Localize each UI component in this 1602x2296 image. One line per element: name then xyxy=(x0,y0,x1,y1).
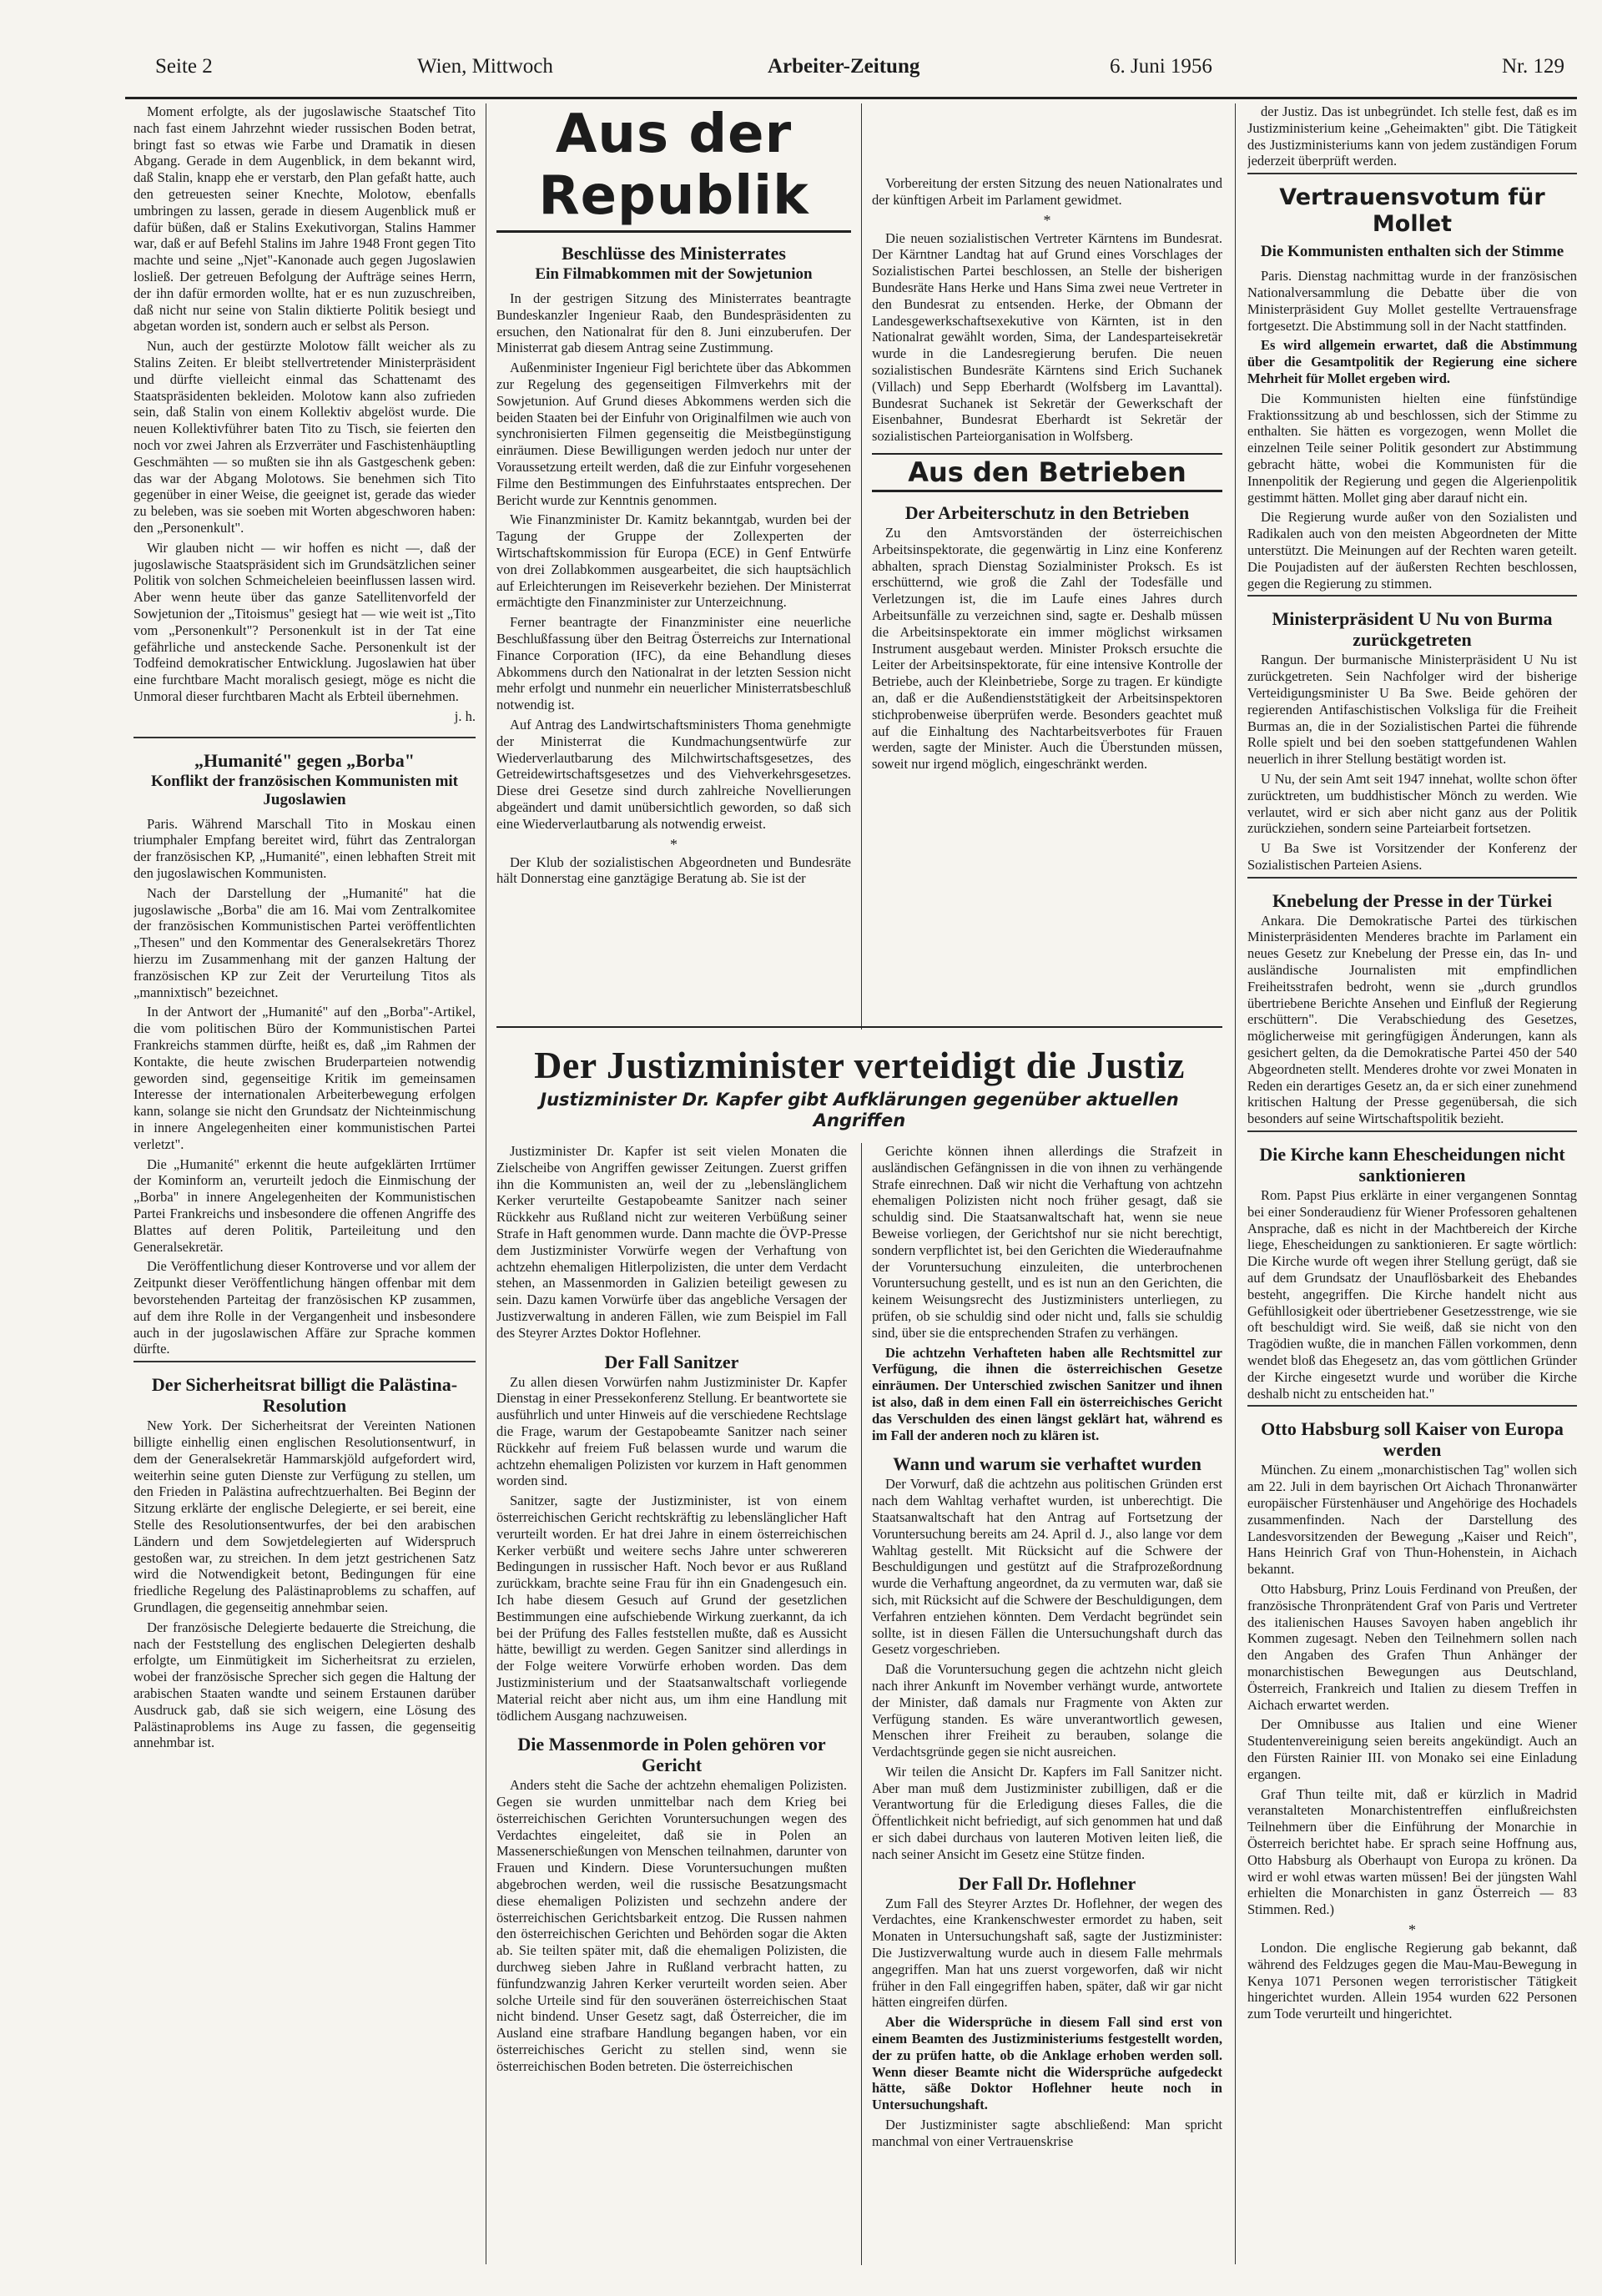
article-paragraph: Nach der Darstellung der „Humanité" hat die jugoslawische „Borba" die am 16. Mai vom Zentralkomitee der französischen Kommunistischen Partei veröffentlichten „Thesen" und den Kommentar des Generalsekretärs Thorez hierzu im Zusammenhang mit der ganzen Haltung der französischen KP zur Zeit der Verurteilung Titos als „mannixtisch" bezeichnet. xyxy=(134,884,476,1000)
u-nu-article xyxy=(1247,595,1577,873)
article-paragraph: Die neuen sozialistischen Vertreter Kärntens im Bundesrat. Der Kärntner Landtag hat auf Grund eines Vorschlages der Sozialistischen Partei beschlossen, an Stelle der bisherigen Bundesräte Hans Herke und Hans Sima zwei neue Vertreter in den Bundesrat zu entsenden. Herke, der Obmann der Landesgewerkschaftsexekutive von Kärnten, ist in den Nationalrat gewählt worden, Sima, der Landesparteisekretär wurde in die Landesregierung berufen. Die neuen sozialistischen Bundesräte Kärntens sind Erich Suchanek (Villach) und Sepp Eberhardt (Wolfsberg im Lavanttal). Bundesrat Suchanek ist Sekretär der Gewerkschaft der Eisenbahner, Bundesrat Eberhardt ist Sekretär der sozialistischen Parteiorganisation in Wolfsberg. xyxy=(872,229,1222,445)
paragraph-group xyxy=(872,1143,1222,1443)
article-paragraph: Justizminister Dr. Kapfer ist seit vielen Monaten die Zielscheibe von Angriffen gewisser Zeitungen. Zuerst griffen ihn die Kommunisten an, weil der zu „lebenslänglichem Kerker verurteilte Gestapobeamte Sanitzer nach seiner Rückkehr aus Rußland nicht zur weiteren Verbüßung seiner Strafe in Haft genommen wurde. Dann machte die ÖVP-Presse dem Justizminister Vorwürfe wegen der Verhaftung von achtzehn ehemaligen Hitlerpolizisten, die unter dem Verdacht stehen, an Massenmorden in Galizien beteiligt gewesen zu sein. Dazu kamen Vorwürfe über das angebliche Versagen der Justizverwaltung in anderen Fällen, wie zum Beispiel im Fall des Steyrer Arztes Doktor Hoflehner. xyxy=(496,1143,847,1341)
article-paragraph: Daß die Voruntersuchung gegen die achtzehn nicht gleich nach ihrer Ankunft im November verhängt wurde, antwortete der Minister, daß damals nur Fragmente von Akten zur Verfügung standen. Es wäre unverantwortlich gewesen, Menschen ihrer Freiheit zu berauben, solange die Verdachtsgründe gegen sie nicht ausreichen. xyxy=(872,1661,1222,1760)
article-paragraph: der Justiz. Das ist unbegründet. Ich stelle fest, daß es im Justizministerium keine „Geheimakten" gibt. Die Tätigkeit des Justizministeriums kann von jedem zuständigen Forum jederzeit überprüft werden. xyxy=(1247,103,1577,169)
paragraph-group xyxy=(134,1417,476,1751)
newspaper-page xyxy=(125,50,1577,2269)
article-paragraph: Ankara. Die Demokratische Partei des türkischen Ministerpräsidenten Menderes brachte im Parlament ein neues Gesetz zur Knebelung der Presse ein, das In- und ausländische Journalisten mit empfindlichen Freiheitsstrafen bedroht, wenn sie „durch grundlos übertriebene Berichte Ansehen und Einfluß der Regierung erschüttern". Die Verabschiedung des Gesetzes, möglicherweise mit geringfügigen Änderungen, kann als gesichert gelten, da die Demokratische Partei 450 der 540 Abgeordneten stellt. Menderes drohte vor zwei Monaten in Reden ein derartiges Gesetz an, da er sich einer zunehmend kritischen Haltung der Presse gegenübersah, die sich besonders auf seine Wirtschaftspolitik bezieht. xyxy=(1247,912,1577,1127)
column-rule xyxy=(1235,103,1236,2264)
paragraph-group xyxy=(1247,913,1577,1127)
issue-date: 6. Juni 1956 xyxy=(1110,55,1212,78)
article-headline: Vertrauensvotum für Mollet xyxy=(1279,184,1545,238)
article-paragraph: In der Antwort der „Humanité" auf den „Borba"-Artikel, die vom politischen Büro der Kommunistischen Partei Frankreichs stammen dürfte, heißt es, daß „im Rahmen der Kontakte, die heute zwischen Bruderparteien notwendig geworden sind, gegenseitige Kritik im gemeinsamen Interesse der internationalen Arbeiterbewegung erfolgen kann, solange sie nicht den Grundsatz der Nichteinmischung in innere Angelegenheiten einer kommunistischen Partei verletzt". xyxy=(134,1004,476,1152)
article-headline: Der Justizminister verteidigt die Justiz xyxy=(534,1044,1185,1086)
article-paragraph: In der gestrigen Sitzung des Ministerrates beantragte Bundeskanzler Ingenieur Raab, den Bundespräsidenten zu ersuchen, den Nationalrat für den 8. Juni einzuberufen. Der Ministerrat gab diesem Antrag seine Zustimmung. xyxy=(496,290,851,356)
habsburg-article xyxy=(1247,1405,1577,2022)
article-headline: Der Sicherheitsrat billigt die Palästina-Resolution xyxy=(151,1374,458,1417)
paragraph-group xyxy=(872,1896,1222,2150)
article-paragraph: Die Veröffentlichung dieser Kontroverse und vor allem der Zeitpunkt dieser Veröffentlichung hängen offenbar mit dem bevorstehenden Parteitag der französischen KP zusammen, auf dem ihre Rolle in der Vergangenheit und insbesondere auch in der jugoslawischen Affäre zur Sprache kommen dürfte. xyxy=(134,1258,476,1357)
justiz-column-left xyxy=(496,1143,847,2261)
paragraph-group xyxy=(134,103,476,705)
kirche-article xyxy=(1247,1130,1577,1402)
article-paragraph: Die „Humanité" erkennt die heute aufgeklärten Irrtümer der Kominform an, verurteilt jedoch die Einmischung der „Borba" in innere Angelegenheiten der Kommunistischen Partei Frankreichs und insbesondere die offenen Angriffe des Blattes auf deren Politik, Parteileitung und den Generalsekretär. xyxy=(134,1156,476,1255)
article-subheadline: Ein Filmabkommen mit der Sowjetunion xyxy=(535,265,813,283)
article-subheadline: Justizminister Dr. Kapfer gibt Aufklärungen gegenüber aktuellen Angriffen xyxy=(540,1090,1179,1130)
article-headline: Knebelung der Presse in der Türkei xyxy=(1272,889,1553,911)
article-paragraph: U Nu, der sein Amt seit 1947 innehat, wollte schon öfter zurücktreten, um buddhistischer Mönch zu werden. Wie verlautet, wird er sich aber nicht ganz aus der Politik zurückziehen, sondern seine Parteiarbeit fortsetzen. xyxy=(1247,770,1577,837)
page-header xyxy=(125,50,1577,99)
paragraph-group xyxy=(872,175,1222,209)
article-paragraph: Paris. Während Marschall Tito in Moskau einen triumphaler Empfang bereitet wird, führt das Zentralorgan der französischen KP, „Humanité", einen lebhaften Streit mit den jugoslawischen Kommunisten. xyxy=(134,815,476,882)
article-paragraph: Rom. Papst Pius erklärte in einer vergangenen Sonntag bei einer Sonderaudienz für Wiener Professoren gehaltenen Ansprache, daß es nicht in der Machtbereich der Kirche liege, Ehescheidungen zu sanktionieren. Er sagte wörtlich: Die Kirche wurde oft wegen ihrer Stellung gerügt, daß sie auf dem Grundsatz der Unauflösbarkeit des Ehebandes besteht, angegriffen. Die Kirche handelt nicht aus Gefühllosigkeit oder übertriebener Gesetzesstrenge, wie sie oft beschuldigt wird. Sie weiß, daß sie nicht von den Tragödien wußte, die in manchen Fällen vorkommen, denn wendet bloß das Ehegesetz an, das vom göttlichen Gründer der Kirche eingesetzt wurde und worüber die Kirche deshalb nicht zu entscheiden hat." xyxy=(1247,1187,1577,1402)
article-paragraph: Paris. Dienstag nachmittag wurde in der französischen Nationalversammlung die Debatte über die von Ministerpräsident Guy Mollet gestellte Vertrauensfrage fortgesetzt. Die Abstimmung soll in der Nacht stattfinden. xyxy=(1247,268,1577,334)
article-subheading: Der Fall Sanitzer xyxy=(604,1351,739,1372)
article-headline: Ministerpräsident U Nu von Burma zurückgetreten xyxy=(1272,608,1553,651)
column-4 xyxy=(1247,103,1577,2264)
column-2 xyxy=(496,103,851,1021)
article-paragraph: Der französische Delegierte bedauerte die Streichung, die nach der Feststellung des englischen Delegierten deshalb erfolgte, um Einmütigkeit im Sicherheitsrat zu erzielen, wobei der französische Sprecher sich gegen die Haltung der arabischen Staaten wandte und seinem Erstaunen darüber Ausdruck gab, daß sie sich weigern, eine Lösung des Palästinaproblems ins Auge zu fassen, die gegenseitig annehmbar ist. xyxy=(134,1619,476,1751)
article-headline: Der Arbeiterschutz in den Betrieben xyxy=(904,501,1190,523)
article-paragraph: Wie Finanzminister Dr. Kamitz bekanntgab, wurden bei der Tagung der Gruppe der Zollexperten der Wirtschaftskommission für Europa (ECE) in Genf Entwürfe von drei Zollabkommen ausgearbeitet, die sich hauptsächlich auf Erleichterungen im Reiseverkehr beziehen. Der Ministerrat ermächtigte den Finanzminister zur Unterzeichnung. xyxy=(496,511,851,611)
article-subheading: Die Massenmorde in Polen gehören vor Gericht xyxy=(517,1734,826,1776)
article-paragraph: Rangun. Der burmanische Ministerpräsident U Nu ist zurückgetreten. Sein Nachfolger wird der bisherige Verteidigungsminister U Ba Swe. Beide gehören der regierenden Antifaschistischen Volksliga für die Freiheit Burmas an, die in der Sozialistischen Partei die führende Rolle spielt und bei den soeben stattgefundenen Wahlen neuerlich in ihrer Stellung bestätigt worden ist. xyxy=(1247,652,1577,768)
paragraph-group xyxy=(496,1374,847,1725)
section-banner: Aus der Republik xyxy=(496,103,851,233)
justiz-column-right xyxy=(872,1143,1222,2261)
paragraph-group xyxy=(1247,652,1577,873)
article-subheading: Der Fall Dr. Hoflehner xyxy=(958,1872,1136,1894)
paragraph-group xyxy=(872,1476,1222,1862)
justiz-article xyxy=(496,1035,1222,2265)
article-paragraph: Gerichte können ihnen allerdings die Strafzeit in ausländischen Gefängnissen in die von ihnen zu verhängende Strafe einrechnen. Daß wir nicht die Verhaftung von achtzehn ehemaligen Polizisten nicht noch früher gesagt, daß sie schuldig sind. Die Staatsanwaltschaft hat, wenn sie neue Beweise vorliegen, der Gerichtshof nur sie nicht berechtigt, sondern verpflichtet ist, bei den Gerichten die Wiederaufnahme der Voruntersuchung einzuleiten, die unterbrochenen Voruntersuchung gestellt, und es ist nun an den Gerichten, die keinem Weisungsrecht des Justizministers unterliegen, zu prüfen, ob sie schuldig sind oder nicht und, falls sie schuldig sind, über sie die entsprechenden Strafen zu verhängen. xyxy=(872,1143,1222,1341)
mollet-article xyxy=(1247,173,1577,592)
separator-asterisk: * xyxy=(670,835,678,853)
section-banner: Aus den Betrieben xyxy=(872,453,1222,492)
place-weekday: Wien, Mittwoch xyxy=(417,55,553,78)
article-paragraph: Vorbereitung der ersten Sitzung des neuen Nationalrates und der künftigen Arbeit im Parlament gewidmet. xyxy=(872,175,1222,208)
article-paragraph: Wir glauben nicht — wir hoffen es nicht —, daß der jugoslawische Staatspräsident sich im Grundsätzlichen seiner Politik von solchen Schmeicheleien beeinflussen lassen wird. Aber wenn heute über das ganze Satellitenvorfeld der Sowjetunion der „Titoismus" gesiegt hat — wie weit ist „Tito vom „Personenkult"? Personenkult ist in der Tat eine gefährliche und ansteckende Sache. Personenkult ist der Todfeind demokratischer Entwicklung. Jugoslawien hat über eine furchtbare Macht moralisch gesiegt, möge es nicht die Unmoral dieser furchtbaren Macht als Erbteil übernehmen. xyxy=(134,539,476,704)
article-paragraph: Die Regierung wurde außer von den Sozialisten und Radikalen auch von den meisten Abgeordneten der Mitte unterstützt. Die Meinungen auf der Rechten waren geteilt. Die Poujadisten auf der äußersten Rechten beschlossen, gegen die Regierung zu stimmen. xyxy=(1247,509,1577,592)
article-paragraph: Die Kommunisten hielten eine fünfstündige Fraktionssitzung ab und beschlossen, sich der Stimme zu enthalten. Sie hätten es vorgezogen, wenn Mollet die einzelnen Teile seiner Politik gesondert zur Abstimmung gebracht hätte, wobei die Kommunisten für die Innenpolitik der Regierung und gegen die Algerienpolitik gestimmt hätten. Mollet ging aber darauf nicht ein. xyxy=(1247,390,1577,506)
paragraph-group xyxy=(1247,103,1577,169)
paragraph-group xyxy=(1247,1462,1577,2022)
molotow-article xyxy=(134,103,476,725)
humanite-article xyxy=(134,737,476,1358)
paragraph-group xyxy=(496,1143,847,1342)
article-paragraph: Ferner beantragte der Finanzminister eine neuerliche Beschlußfassung über den Beitrag Österreichs zur International Finance Corporation (IFC), da eine Behandlung dieses Abkommens durch den Nationalrat in der letzten Session nicht mehr erfolgt und nunmehr ein neuerlicher Ministerratsbeschluß notwendig ist. xyxy=(496,614,851,713)
article-paragraph: Außenminister Ingenieur Figl berichtete über das Abkommen zur Regelung des gegenseitigen Filmverkehrs mit der Sowjetunion. Auf Grund dieses Abkommens werden sich die beiden Staaten bei der Einfuhr von Originalfilmen wie auch von synchronisierten Filmen gegenseitig die Meistbegünstigung einräumen. Diese Bewilligungen werden jedoch nur unter der Voraussetzung erteilt werden, daß die zur Einfuhr vorgesehenen Filme den Bestimmungen des Einfuhrstaates entsprechen. Der Bericht wurde zur Kenntnis genommen. xyxy=(496,360,851,508)
newspaper-name: Arbeiter-Zeitung xyxy=(768,55,920,78)
article-paragraph: Auf Antrag des Landwirtschaftsministers Thoma genehmigte der Ministerrat die Kundmachungsentwürfe zur Wiederverlautbarung des Milchwirtschaftsgesetzes, des Getreidewirtschaftsgesetzes und des Viehverkehrsgesetzes. Diese drei Gesetze sind durch zahlreiche Novellierungen abgeändert und damit unübersichtlich geworden, so daß sich eine Wiederverlautbarung als notwendig erweist. xyxy=(496,716,851,832)
column-rule xyxy=(861,1143,862,2265)
paragraph-group xyxy=(872,230,1222,445)
article-paragraph: Sanitzer, sagte der Justizminister, ist von einem österreichischen Gericht rechtskräftig zu lebenslänglicher Haft verurteilt worden. Er hat drei Jahre in einem österreichischen Kerker verbüßt und weitere sechs Jahre unter schwereren Bedingungen in russischer Haft. Noch bevor er aus Rußland zurückkam, brachte seine Frau für ihn ein Gnadengesuch ein. Ich habe diesem Gesuch auf Grund der gesetzlichen Bestimmungen eine aufschiebende Wirkung zuerkannt, da ich bei der Prüfung des Falles feststellen mußte, daß es Aussicht hätte, bewilligt zu werden. Gegen Sanitzer sind allerdings in der Folge weitere Vorwürfe erhoben worden. Das dem Justizministerium und der Staatsanwaltschaft vorliegende Material reicht aber nicht aus, um ihm eine Handlung mit tödlichem Ausgang nachzuweisen. xyxy=(496,1493,847,1724)
article-paragraph: Zu den Amtsvorständen der österreichischen Arbeitsinspektorate, die gegenwärtig in Linz eine Konferenz abhalten, sprach Dienstag Sozialminister Proksch. Es ist erschütternd, wie groß die Zahl der Todesfälle und Verletzungen ist, die im Laufe eines Jahres durch Arbeitsunfälle zu verzeichnen sind, sagte er. Deshalb müssen die Arbeitsinspektorate ein immer möglichst wirksamen Instrument ausgebaut werden. Minister Proksch ersuchte die Leiter der Arbeitsinspektorate, für eine intensive Kontrolle der Betriebe, auch der Kleinbetriebe, Sorge zu tragen. Er kündigte an, daß er die Außendienststätigkeit der Arbeitsinspektoren stichprobenweise überprüfen werde. Besonders geachtet muß auf die Einhaltung des Nachtarbeitsverbotes für Frauen werden, sagte der Minister. Auch die Überstunden müssen, soweit nur irgend möglich, eingeschränkt werden. xyxy=(872,524,1222,773)
article-paragraph: Zum Fall des Steyrer Arztes Dr. Hoflehner, der wegen des Verdachtes, eine Krankenschwester ermordet zu haben, seit Monaten in Untersuchungshaft saß, sagte der Justizminister: Die Justizverwaltung wurde auch in diesem Falle mehrmals angegriffen. Man hat uns zuerst vorgeworfen, daß wir nicht früher in den Fall eingegriffen haben, später, daß wir gar nicht hätten eingreifen dürfen. xyxy=(872,1895,1222,2011)
article-paragraph: München. Zu einem „monarchistischen Tag" wollen sich am 22. Juli in dem bayrischen Ort Aichach Thronanwärter europäischer Fürstenhäuser und Angehörige des Hochadels zusammenfinden. Nach der Darstellung des Landesvorsitzenden der Bewegung „Kaiser und Reich", Hans Heinrich Graf von Thun-Hohenstein, in Aichach bekannt. xyxy=(1247,1462,1577,1578)
article-paragraph: Graf Thun teilte mit, daß er kürzlich in Madrid veranstalteten Monarchistentreffen einflußreichsten Teilnehmern über die Einführung der Monarchie in Österreich berichtet habe. Er sprach seine Hoffnung aus, Otto Habsburg als Oberhaupt von Europa zu krönen. Da wird er wohl etwas warten müssen! Bei der jüngsten Wahl erhielten die Monarchisten in ganz Österreich — 83 Stimmen. Red.) xyxy=(1247,1785,1577,1918)
article-paragraph: Es wird allgemein erwartet, daß die Abstimmung über die Gesamtpolitik der Regierung eine sichere Mehrheit für Mollet ergeben wird. xyxy=(1247,337,1577,386)
article-paragraph: Nun, auch der gestürzte Molotow fällt weicher als zu Stalins Zeiten. Er bleibt stellvertretender Ministerpräsident und dürfte vielleicht einmal das Schattenamt des Staatspräsidenten bekleiden. Molotow kann also zufrieden sein, daß Stalin von einem Kollektiv abgelöst wurde. Die neuen Kollektivführer baten Tito zu Tisch, sie feierten den noch vor zwei Jahren als Erzverräter und Faschistenhäuptling Geschmähten — so mußten sie ihn als Gastgeschenk geben: das war der Abgang Molotows. Sie benehmen sich Tito gegenüber in einer Weise, die geeignet ist, gerade das wieder zu beleben, was sie soeben mit Worten abgeschworen haben: den „Personenkult". xyxy=(134,338,476,536)
article-headline: Otto Habsburg soll Kaiser von Europa werden xyxy=(1261,1418,1564,1461)
article-paragraph: Der Klub der sozialistischen Abgeordneten und Bundesräte hält Donnerstag eine ganztägige Beratung ab. Sie ist der xyxy=(496,853,851,887)
column-3 xyxy=(872,175,1222,1018)
article-subheadline: Die Kommunisten enthalten sich der Stimme xyxy=(1260,243,1564,261)
article-paragraph: Moment erfolgte, als der jugoslawische Staatschef Tito nach fast einem Jahrzehnt wieder russischen Boden betrat, bringt fast so etwas wie Farbe und Dramatik in diesen Abgang. Gerade in dem Augenblick, in dem bekannt wird, daß Stalin, knapp ehe er verstarb, den Plan gefaßt hatte, auch den getreuesten seiner Knechte, Molotow, ebenfalls umbringen zu lassen, gerade in diesem Augenblick muß er dafür büßen, daß er Stalins Exekutivorgan, Stalins Hammer war, daß er auf Befehl Stalins im Jahre 1948 Front gegen Tito machte und seine „Njet"-Kanonade auch gegen Jugoslawien losließ. Der getreuen Befolgung der Aufträge seines Herrn, der ihn dafür ermorden wollte, hat er es nun zuzuschreiben, daß nicht nur seine von Stalin diktierte Politik besiegt und abgetan worden ist, sondern auch er selbst als Person. xyxy=(134,103,476,335)
paragraph-group xyxy=(134,816,476,1358)
article-paragraph: London. Die englische Regierung gab bekannt, daß während des Feldzuges gegen die Mau-Mau-Bewegung in Kenya 1071 Personen wegen terroristischer Tätigkeit hingerichtet wurden. Allein 1954 wurden 622 Personen zum Tode verurteilt und hingerichtet. xyxy=(1247,1939,1577,2022)
paragraph-group xyxy=(872,525,1222,773)
page-number: Seite 2 xyxy=(155,55,213,78)
paragraph-group xyxy=(1247,1187,1577,1402)
column-rule xyxy=(861,103,862,1030)
issue-number: Nr. 129 xyxy=(1502,55,1564,78)
sicherheitsrat-article xyxy=(134,1361,476,1751)
article-headline: Die Kirche kann Ehescheidungen nicht sanktionieren xyxy=(1259,1144,1565,1186)
article-paragraph: Der Vorwurf, daß die achtzehn aus politischen Gründen erst nach dem Wahltag verhaftet wurden, ist unberechtigt. Die Staatsanwaltschaft hat den Antrag auf Fortsetzung der Voruntersuchung bereits am 24. April d. J., also lange vor dem Wahltag gestellt. Mit Rücksicht auf die Schwere der Beschuldigungen und gestützt auf die Strafprozeßordnung wurde die Verhaftung angeordnet, da zu vermuten war, daß sie sich, mit Rücksicht auf die Schwere der Beschuldigungen, dem Verfahren entziehen könnten. Dem Verdacht begründet sein sollte, ist in diesen Fällen die Untersuchungshaft durch das Gesetz vorgeschrieben. xyxy=(872,1476,1222,1658)
separator-asterisk: * xyxy=(1408,1921,1416,1938)
article-paragraph: New York. Der Sicherheitsrat der Vereinten Nationen billigte einhellig einen englischen Resolutionsentwurf, in dem der Generalsekretär Hammarskjöld aufgefordert wird, weiterhin seine guten Dienste zur Verfügung zu stellen, um den Frieden in Palästina aufrechtzuerhalten. Bei Beginn der Sitzung erklärte der englische Delegierte, er sei bereit, eine Stelle des Resolutionsentwurfes, der bei den arabischen Ländern und dem Sowjetdelegierten auf Widerspruch gestoßen war, zu streichen. In dem jetzt gestrichenen Satz wird die Notwendigkeit betont, Bedingungen für eine friedliche Regelung des Palästinaproblems zu schaffen, auf Grundlagen, die gegenseitig annehmbar seien. xyxy=(134,1417,476,1615)
paragraph-group xyxy=(496,1777,847,2074)
article-paragraph: Zu allen diesen Vorwürfen nahm Justizminister Dr. Kapfer Dienstag in einer Pressekonferenz Stellung. Er beantwortete sie ausführlich und unter Hinweis auf die verschiedene Rechtslage die Frage, warum der Gestapobeamte Sanitzer nach seiner Rückkehr auf freiem Fuß belassen wurde und warum die achtzehn ehemaligen Polizisten vor kurzem in Haft genommen worden sind. xyxy=(496,1373,847,1489)
article-paragraph: Otto Habsburg, Prinz Louis Ferdinand von Preußen, der französische Thronprätendent Graf von Paris und Vertreter des italienischen Hauses Savoyen haben angeblich ihr Kommen zugesagt. Neben den Teilnehmern sollen nach den Angaben des Grafen Thun Anhänger der monarchistischen Bewegungen aus Deutschland, Österreich, Frankreich und Italien zu diesem Treffen in Aichach erwartet werden. xyxy=(1247,1580,1577,1713)
article-paragraph: Aber die Widersprüche in diesem Fall sind erst von einem Beamten des Justizministeriums festgestellt worden, der zu prüfen hatte, ob die Anklage erhoben werden soll. Wenn dieser Beamte nicht die Widersprüche aufgedeckt hätte, säße Doktor Hoflehner heute noch in Untersuchungshaft. xyxy=(872,2014,1222,2113)
article-subheading: Wann und warum sie verhaftet wurden xyxy=(893,1453,1202,1475)
article-subheadline: Konflikt der französischen Kommunisten mit Jugoslawien xyxy=(150,772,459,808)
tuerkei-article xyxy=(1247,877,1577,1127)
column-1 xyxy=(134,103,476,2264)
article-paragraph: Der Justizminister sagte abschließend: Man spricht manchmal von einer Vertrauenskrise xyxy=(872,2117,1222,2149)
article-paragraph: Der Omnibusse aus Italien und eine Wiener Studentenvereinigung seien bereits angekündigt. Auch an den Fürsten Rainier III. von Monako sei eine Einladung ergangen. xyxy=(1247,1716,1577,1782)
author-signature: j. h. xyxy=(454,707,476,724)
article-headline: Beschlüsse des Ministerrates xyxy=(562,243,786,264)
article-paragraph: Wir teilen die Ansicht Dr. Kapfers im Fall Sanitzer nicht. Aber man muß dem Justizminister zubilligen, daß er die Verantwortung für die Erledigung dieses Falles, die die Öffentlichkeit nicht befriedigt, auf sich genommen hat und daß er sich dabei durchaus von lauteren Motiven leiten ließ, die nach seiner Ansicht im Gesetz eine Stütze finden. xyxy=(872,1763,1222,1862)
paragraph-group xyxy=(1247,268,1577,592)
article-paragraph: Die achtzehn Verhafteten haben alle Rechtsmittel zur Verfügung, die ihnen die österreichischen Gesetze einräumen. Der Unterschied zwischen Sanitzer und ihnen ist also, daß in dem einen Fall ein österreichisches Gericht das Verschulden des einen längst geklärt hat, während es im Fall der anderen noch zu klären ist. xyxy=(872,1344,1222,1443)
article-paragraph: Anders steht die Sache der achtzehn ehemaligen Polizisten. Gegen sie wurden unmittelbar nach dem Krieg bei österreichischen Gerichten Voruntersuchungen wegen des Verdachtes eingeleitet, daß sie in Polen an Massenerschießungen von Menschen teilnahmen, darunter von Frauen und Kindern. Diese Voruntersuchungen mußten abgebrochen werden, weil die russische Besatzungsmacht diese ehemaligen Polizisten und sechzehn andere der österreichischen Gerichtsbarkeit entzog. Die Russen nahmen den österreichischen Gerichten und Behörden sogar die Akten ab. Sie teilten später mit, daß die ehemaligen Polizisten, die durchweg sieben Jahre in Rußland verbracht hatten, zu fünfundzwanzig Jahren Kerker verurteilt worden seien. Aber solche Urteile sind für den souveränen österreichischen Staat nicht bindend. Unser Gesetz sagt, daß Österreicher, die im Ausland eine strafbare Handlung begangen haben, vor ein österreichisches Gericht zu stellen sind, wenn sie österreichischen Boden betreten. Die österreichischen xyxy=(496,1777,847,2074)
section-rule xyxy=(496,1026,1222,1028)
article-headline: „Humanité" gegen „Borba" xyxy=(194,749,415,771)
article-paragraph: U Ba Swe ist Vorsitzender der Konferenz der Sozialistischen Parteien Asiens. xyxy=(1247,840,1577,873)
separator-asterisk: * xyxy=(1043,211,1051,229)
paragraph-group xyxy=(496,290,851,887)
